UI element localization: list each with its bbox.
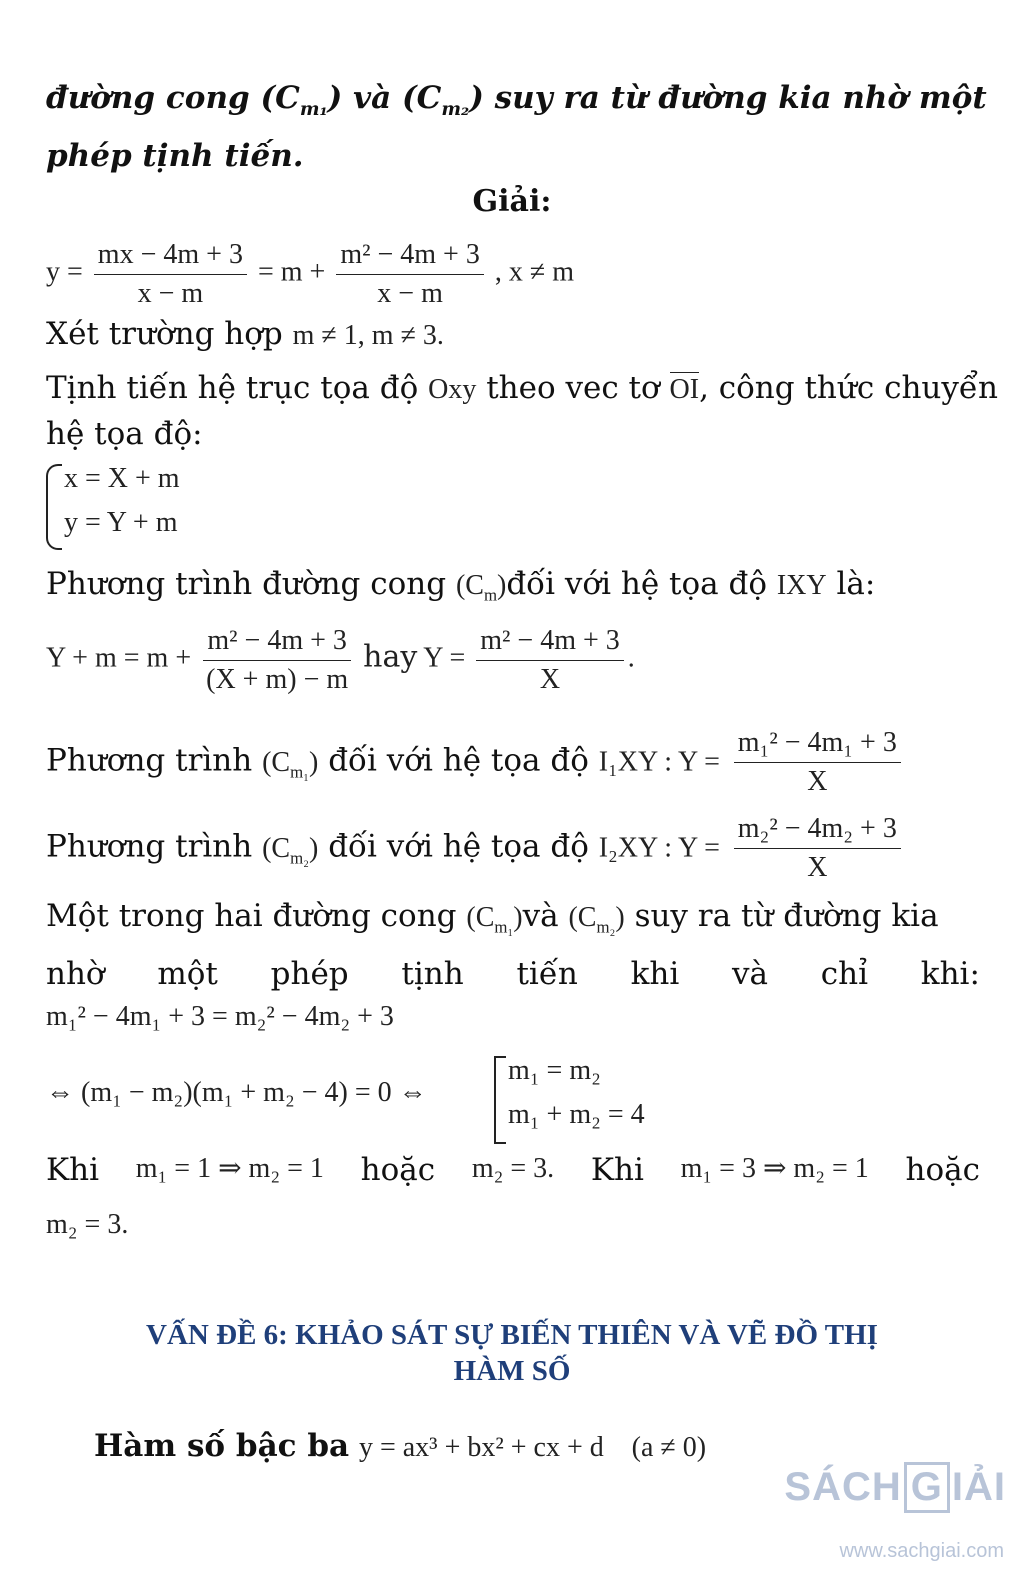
intro-text-a: đường cong <box>46 80 250 116</box>
case-line: Xét trường hợp m ≠ 1, m ≠ 3. <box>46 316 444 352</box>
fraction-2: $\frac{\text{m² − 4m + 3}}{x - m}$ <box>336 238 484 310</box>
system-row-2: y = Y + m <box>64 507 178 538</box>
cubic-condition: (a ≠ 0) <box>631 1432 707 1463</box>
equation-cm2: Phương trình $(C_{m_2})$ đối với hệ tọa độ I₂XY : Y = $\frac{\text{m₂² − 4m₂ + 3}}{X}$ <box>46 812 980 884</box>
translate-line-1: Tịnh tiến hệ trục tọa độ Oxy theo vec tơ OI, công thức chuyển <box>46 370 998 406</box>
equation-1: y = $\frac{mx - 4m + 3}{x - m}$ = m + $\frac{\text{m² − 4m + 3}}{x - m}$ , x ≠ m <box>46 239 575 309</box>
intro-text-b: suy ra từ đường kia nhờ một <box>494 80 987 116</box>
section-title-line-1: VẤN ĐỀ 6: KHẢO SÁT SỰ BIẾN THIÊN VÀ VẼ ĐỒ THỊ <box>146 1319 878 1351</box>
fraction-1: $\frac{mx - 4m + 3}{x - m}$ <box>94 238 247 310</box>
condition-line-1: Một trong hai đường cong $(C_{m_1})và$ $(C_{m_2})$ suy ra từ đường kia <box>46 898 939 937</box>
cm-equation-line: Phương trình đường cong $(C_m)đối$ với hệ tọa độ IXY là: <box>46 566 876 605</box>
system-row-1: x = X + m <box>64 463 180 494</box>
watermark-logo: SÁCH G IẢI <box>784 1462 1006 1513</box>
equation-2: Y + m = m + $\frac{\text{m² − 4m + 3}}{(X + m) - m}$ hay Y = $\frac{\text{m² − 4m + 3}}{X}$ . <box>46 625 635 695</box>
cubic-label: Hàm số bậc ba <box>94 1428 350 1464</box>
intro-line-2: phép tịnh tiến. <box>46 138 304 174</box>
condition-line-2: nhờ một phép tịnh tiến khi và chỉ khi: <box>46 956 980 992</box>
equiv-row-2: m₁ + m₂ = 4 <box>508 1099 645 1130</box>
intro-and: và <box>353 80 392 116</box>
equation-cm1: Phương trình $(C_{m_1})$ đối với hệ tọa độ I₁XY : Y = $\frac{\text{m₁² − 4m₁ + 3}}{X}$ <box>46 726 980 798</box>
equivalence-line: ⇔ (m₁ − m₂)(m₁ + m₂ − 4) = 0 ⇔ <box>46 1077 427 1108</box>
curve-cm2: $(C_{m_2})$ <box>402 80 484 121</box>
section-title-line-2: HÀM SỐ <box>453 1355 571 1387</box>
when-line-1: Khi m₁ = 1 ⇒ m₂ = 1 hoặc m₂ = 3. Khi m₁ = 3 ⇒ m₂ = 1 hoặc <box>46 1152 980 1188</box>
cubic-formula: y = ax³ + bx² + cx + d <box>358 1432 604 1463</box>
curve-cm1: $(C_{m_1})$ <box>260 80 343 121</box>
translate-line-2: hệ tọa độ: <box>46 416 203 452</box>
system-brace <box>46 464 62 550</box>
condition-equation: m₁² − 4m₁ + 3 = m₂² − 4m₂ + 3 <box>46 1001 394 1032</box>
when-line-2: m₂ = 3. <box>46 1209 129 1240</box>
watermark-url: www.sachgiai.com <box>839 1540 1004 1562</box>
cubic-line <box>94 1428 980 1465</box>
vector-oi: OI <box>669 374 700 405</box>
intro-line-1 <box>46 80 987 122</box>
solution-heading: Giải: <box>472 184 552 219</box>
bracket <box>494 1056 506 1144</box>
equiv-row-1: m₁ = m₂ <box>508 1055 601 1086</box>
